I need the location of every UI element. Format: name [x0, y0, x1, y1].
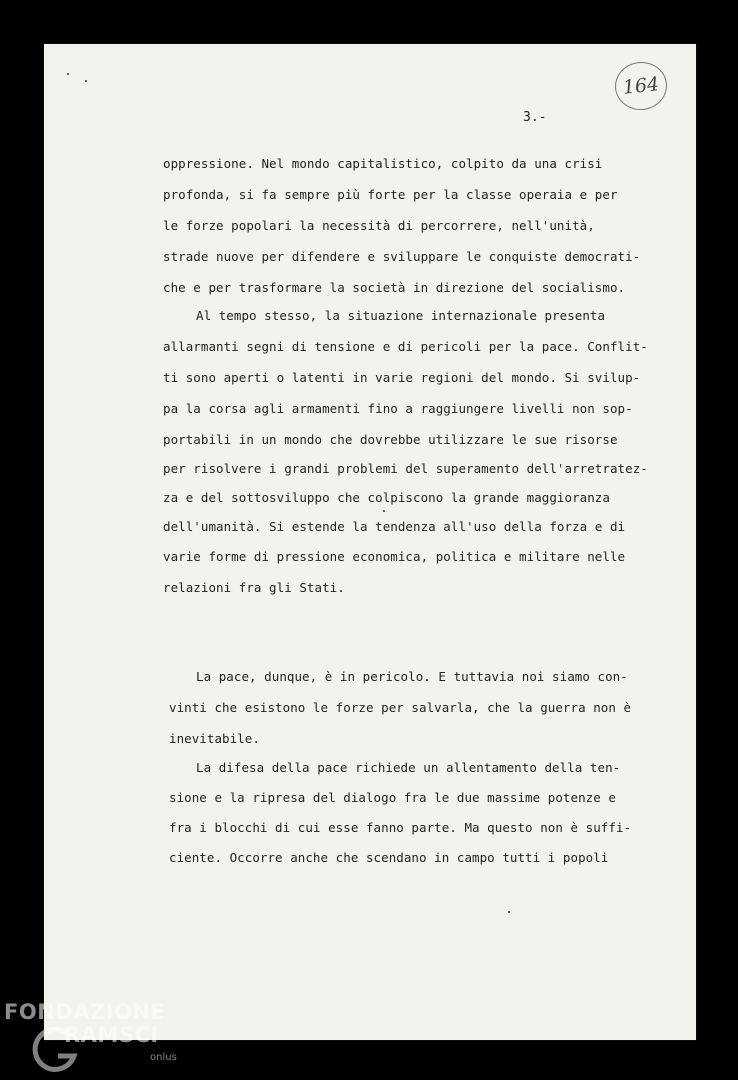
text-line: oppressione. Nel mondo capitalistico, colpito da una crisi [163, 156, 603, 171]
text-line: ti sono aperti o latenti in varie regioni del mondo. Si svilup- [163, 370, 641, 385]
watermark-line1: FONDAZIONE [4, 1000, 166, 1024]
text-line: vinti che esistono le forze per salvarla, che la guerra non è [169, 700, 632, 715]
paper-speck [383, 510, 385, 512]
text-line: La pace, dunque, è in pericolo. E tuttavia noi siamo con- [196, 669, 628, 684]
text-line: allarmanti segni di tensione e di pericoli per la pace. Conflit- [163, 339, 648, 354]
archive-number-stamp: 164 [613, 59, 670, 112]
page-number: 3.- [523, 110, 547, 125]
text-line: sione e la ripresa del dialogo fra le due massime potenze e [169, 790, 616, 805]
text-line: relazioni fra gli Stati. [163, 580, 345, 595]
paper-speck [508, 911, 510, 913]
text-line: che e per trasformare la società in direzione del socialismo. [163, 280, 626, 295]
text-line: portabili in un mondo che dovrebbe utilizzare le sue risorse [163, 432, 618, 447]
text-line: inevitabile. [169, 731, 260, 746]
watermark-subtitle: onlus [150, 1052, 177, 1063]
text-line: strade nuove per difendere e sviluppare le conquiste democrati- [163, 249, 641, 264]
margin-mark [85, 80, 87, 82]
text-line: dell'umanità. Si estende la tendenza all'uso della forza e di [163, 519, 626, 534]
text-line: za e del sottosviluppo che colpiscono la grande maggioranza [163, 490, 610, 505]
text-line: fra i blocchi di cui esse fanno parte. Ma questo non è suffi- [169, 820, 632, 835]
text-line: per risolvere i grandi problemi del superamento dell'arretratez- [163, 461, 648, 476]
margin-mark [67, 73, 69, 75]
text-line: Al tempo stesso, la situazione internazionale presenta [196, 308, 606, 323]
text-line: varie forme di pressione economica, politica e militare nelle [163, 549, 626, 564]
watermark-line2: RAMSCI [64, 1023, 159, 1047]
text-line: profonda, si fa sempre più forte per la classe operaia e per [163, 187, 618, 202]
text-line: le forze popolari la necessità di percorrere, nell'unità, [163, 218, 595, 233]
text-line: ciente. Occorre anche che scendano in campo tutti i popoli [169, 850, 609, 865]
watermark-logo [4, 1000, 179, 1080]
text-line: pa la corsa agli armamenti fino a raggiungere livelli non sop- [163, 401, 633, 416]
text-line: La difesa della pace richiede un allentamento della ten- [196, 760, 621, 775]
